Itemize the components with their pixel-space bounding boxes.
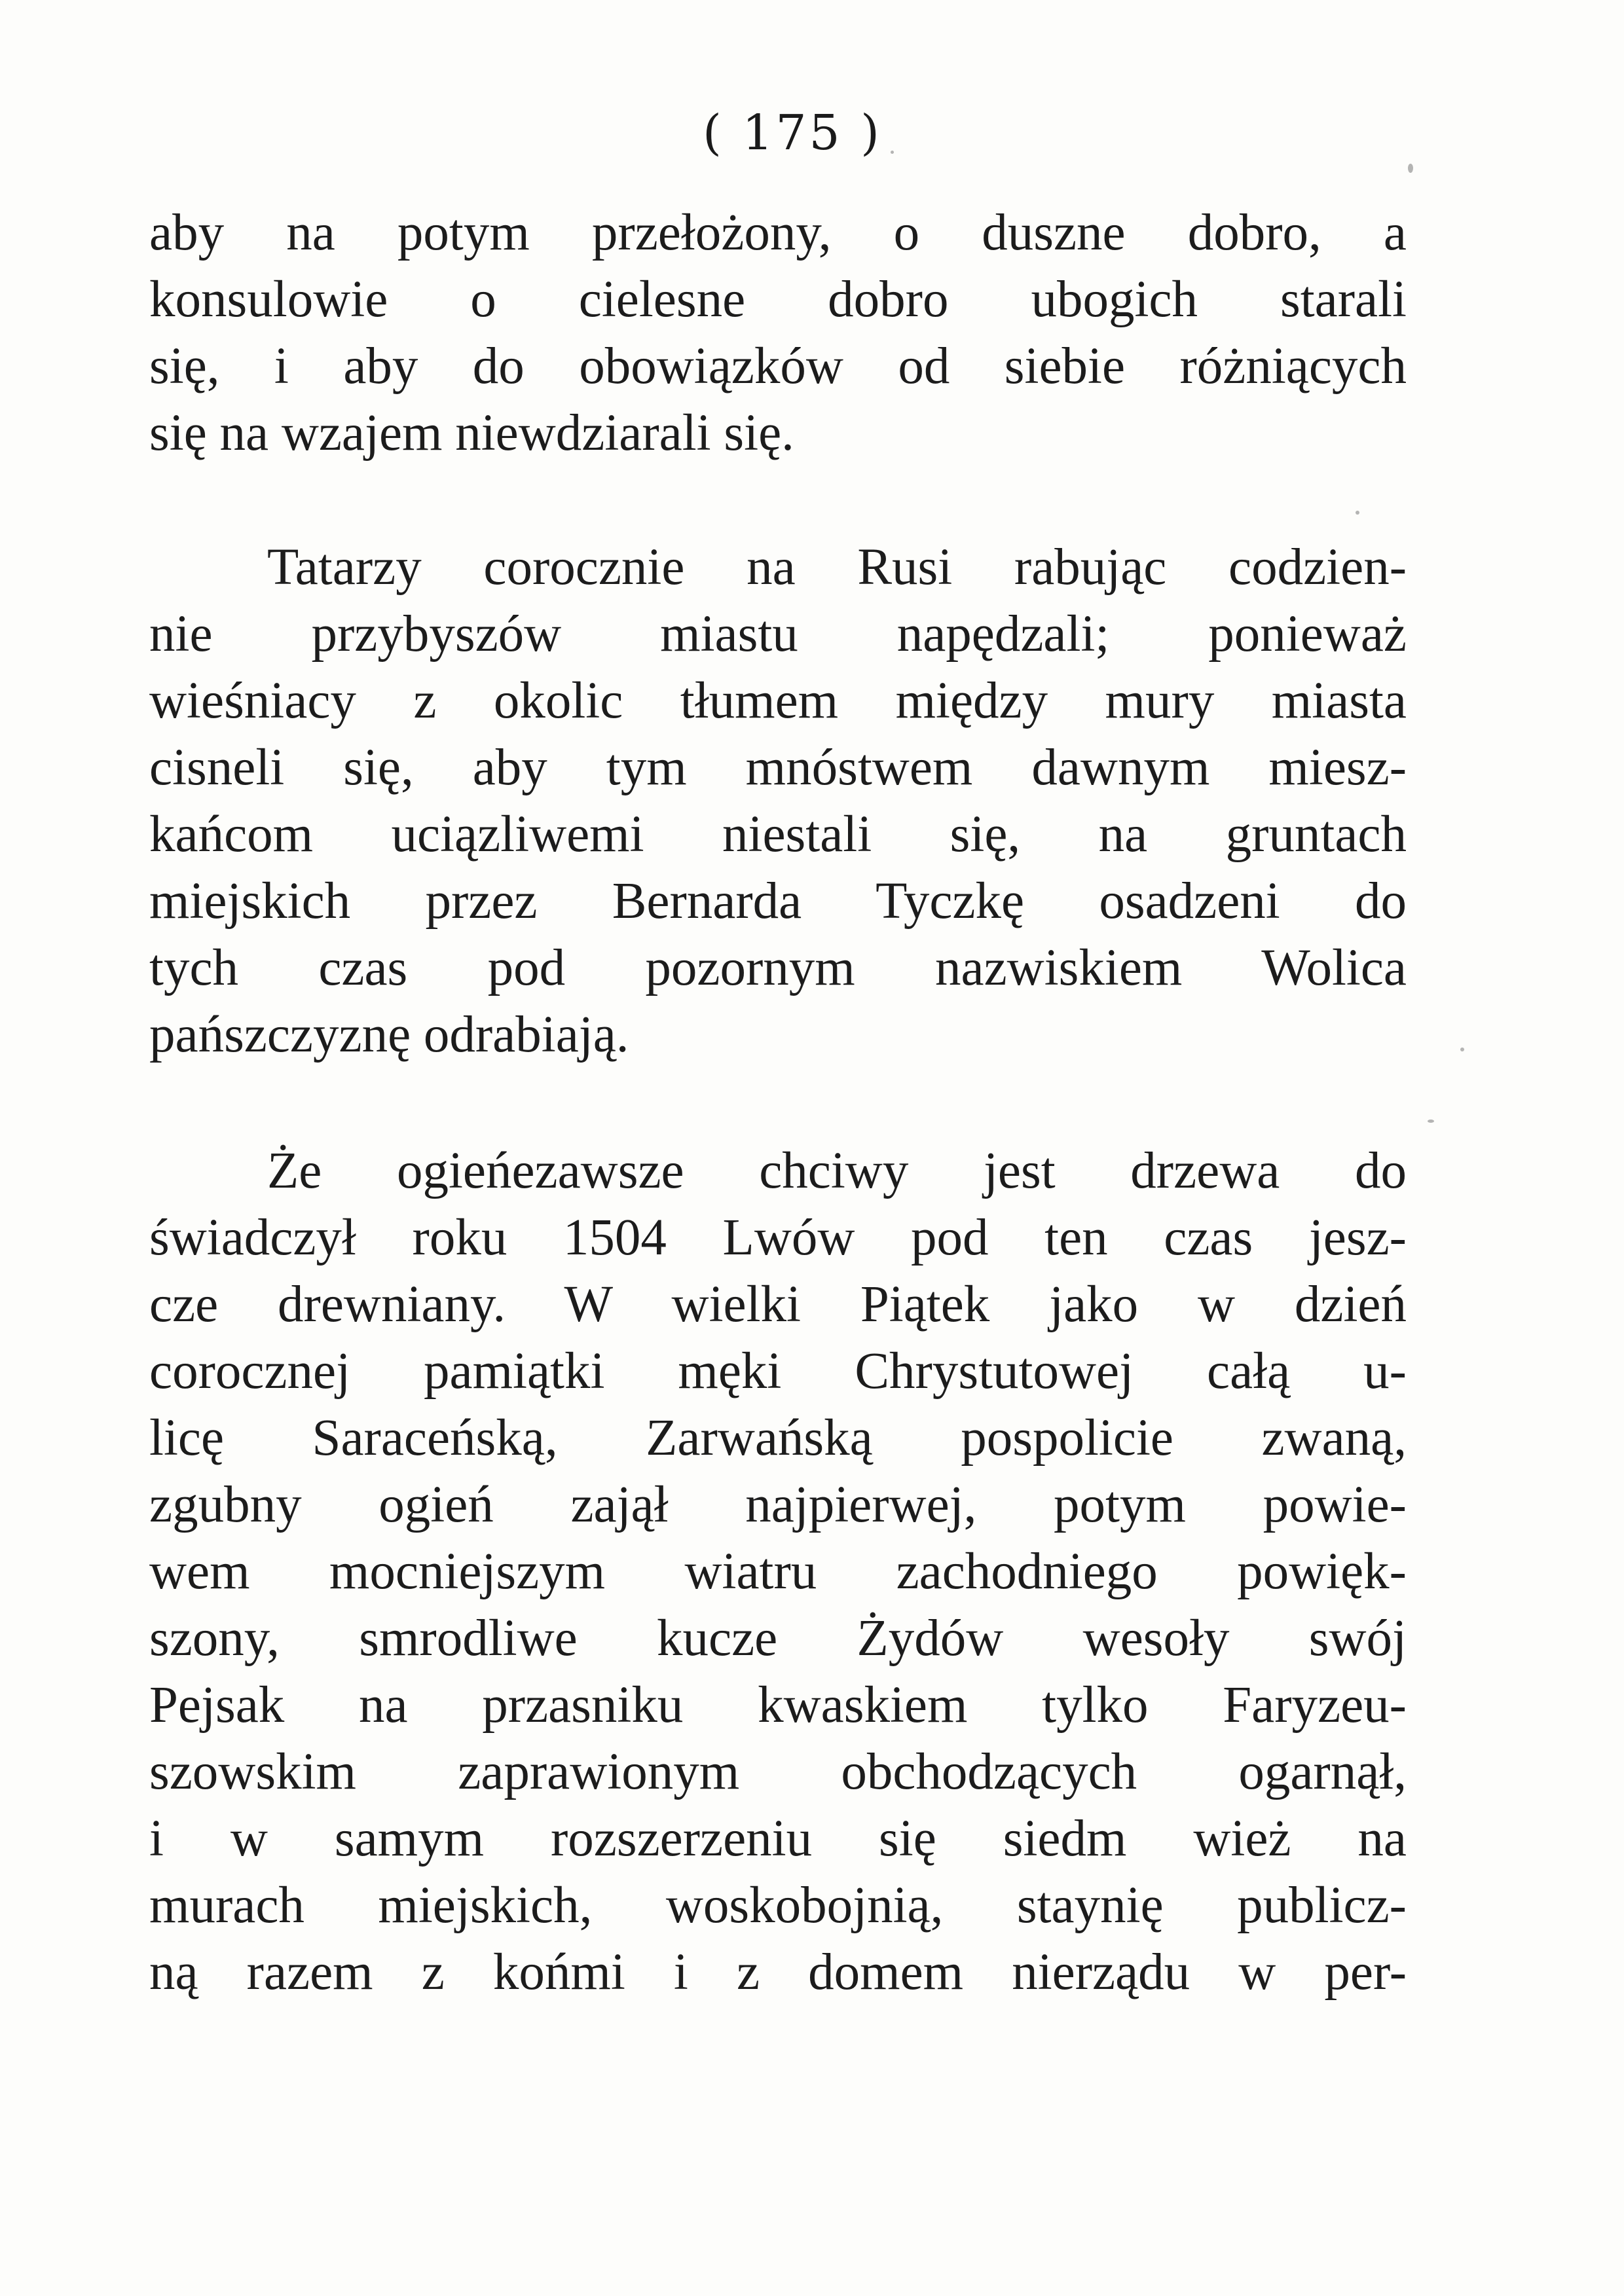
text-line: aby na potym przełożony, o duszne dobro, a — [149, 204, 1407, 261]
paragraph-3 — [149, 1138, 1407, 2006]
text-line: ną razem z końmi i z domem nierządu w per- — [149, 1944, 1407, 2001]
text-line: Że ogieńezawsze chciwy jest drzewa do — [267, 1142, 1407, 1199]
scan-speck — [891, 151, 894, 154]
text-line: cisneli się, aby tym mnóstwem dawnym miesz- — [149, 739, 1407, 796]
text-line: zgubny ogień zajął najpierwej, potym powie- — [149, 1476, 1407, 1533]
text-line: nie przybyszów miastu napędzali; ponieważ — [149, 606, 1407, 663]
text-line: wieśniacy z okolic tłumem między mury miasta — [149, 672, 1407, 729]
text-line: szony, smrodliwe kucze Żydów wesoły swój — [149, 1610, 1407, 1667]
text-line: corocznej pamiątki męki Chrystutowej całą u- — [149, 1343, 1407, 1400]
text-line: Pejsak na przasniku kwaskiem tylko Faryzeu- — [149, 1677, 1407, 1734]
paragraph-1 — [149, 200, 1407, 467]
text-line: się, i aby do obowiązków od siebie różniących — [149, 338, 1407, 395]
text-line: licę Saraceńską, Zarwańską pospolicie zwaną, — [149, 1410, 1407, 1467]
text-line: tych czas pod pozornym nazwiskiem Wolica — [149, 939, 1407, 996]
text-line: i w samym rozszerzeniu się siedm wież na — [149, 1810, 1407, 1867]
text-line: kańcom uciązliwemi niestali się, na gruntach — [149, 806, 1407, 863]
text-line: murach miejskich, woskobojnią, staynię publicz- — [149, 1877, 1407, 1934]
scan-speck — [1356, 511, 1359, 515]
scan-speck — [1428, 1120, 1434, 1123]
text-line: się na wzajem niewdziarali się. — [149, 405, 794, 462]
text-line: konsulowie o cielesne dobro ubogich starali — [149, 271, 1407, 328]
text-line: szowskim zaprawionym obchodzących ogarnął, — [149, 1743, 1407, 1800]
page-number: ( 175 ) — [702, 105, 883, 161]
paragraph-2 — [149, 534, 1407, 1068]
text-line: Tatarzy corocznie na Rusi rabując codzien- — [267, 539, 1407, 596]
text-line: pańszczyznę odrabiają. — [149, 1006, 629, 1063]
scan-speck — [1460, 1048, 1464, 1051]
text-line: świadczył roku 1504 Lwów pod ten czas jesz- — [149, 1209, 1407, 1266]
text-line: wem mocniejszym wiatru zachodniego powięk- — [149, 1543, 1407, 1600]
scan-speck — [1408, 164, 1413, 173]
text-line: cze drewniany. W wielki Piątek jako w dzień — [149, 1276, 1407, 1333]
text-line: miejskich przez Bernarda Tyczkę osadzeni do — [149, 873, 1407, 930]
